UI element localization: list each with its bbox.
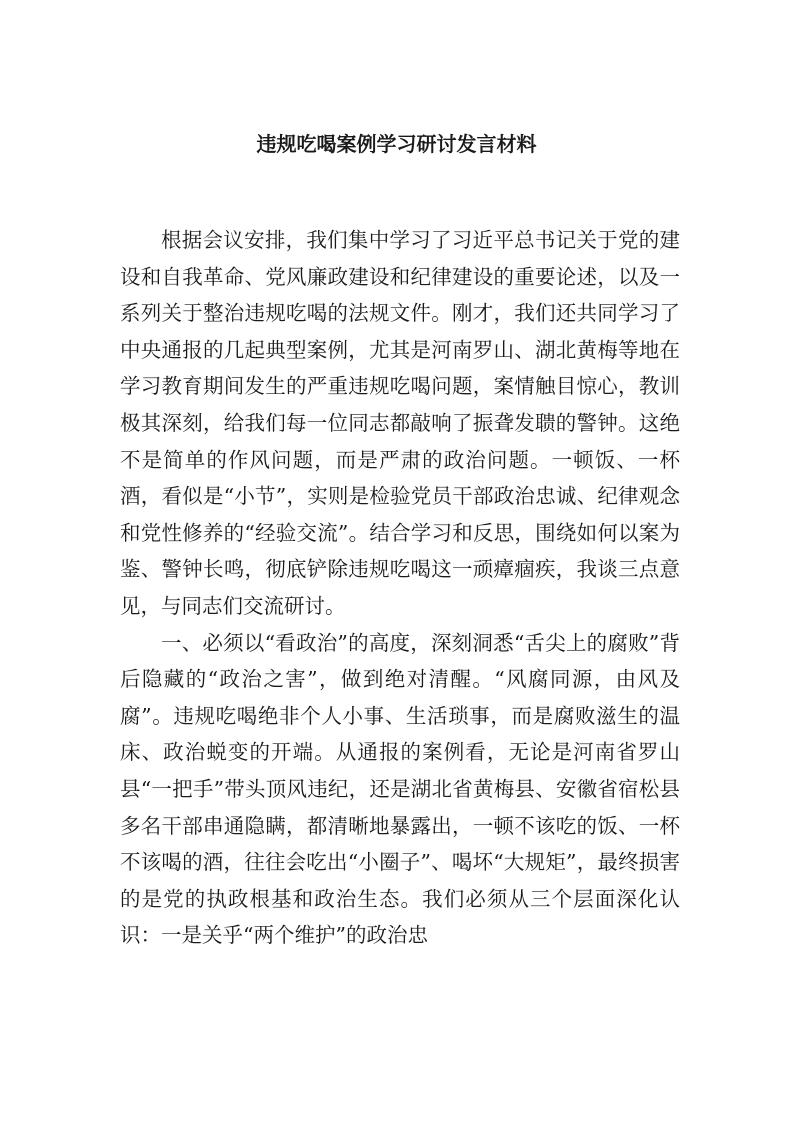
document-title: 违规吃喝案例学习研讨发言材料 [256,132,537,156]
paragraph-point-one: 一、必须以“看政治”的高度，深刻洞悉“舌尖上的腐败”背后隐藏的“政治之害”，做到绝对清醒。“风腐同源，由风及腐”。违规吃喝绝非个人小事、生活琐事，而是腐败滋生的温床、政治蜕变的开端。从通报的案例看，无论是河南省罗山县“一把手”带头顶风违纪，还是湖北省黄梅县、安徽省宿松县多名干部串通隐瞒，都清晰地暴露出，一顿不该吃的饭、一杯不该喝的酒，往往会吃出“小圈子”、喝坏“大规矩”，最终损害的是党的执政根基和政治生态。我们必须从三个层面深化认识：一是关乎“两个维护”的政治忠 [120,630,680,948]
paragraph-intro: 根据会议安排，我们集中学习了习近平总书记关于党的建设和自我革命、党风廉政建设和纪律建设的重要论述，以及一系列关于整治违规吃喝的法规文件。刚才，我们还共同学习了中央通报的几起典型案例，尤其是河南罗山、湖北黄梅等地在学习教育期间发生的严重违规吃喝问题，案情触目惊心，教训极其深刻，给我们每一位同志都敲响了振聋发聩的警钟。这绝不是简单的作风问题，而是严肃的政治问题。一顿饭、一杯酒，看似是“小节”，实则是检验党员干部政治忠诚、纪律观念和党性修养的“经验交流”。结合学习和反思，围绕如何以案为鉴、警钟长鸣，彻底铲除违规吃喝这一顽瘴痼疾，我谈三点意见，与同志们交流研讨。 [120,228,680,618]
document-body [120,222,680,954]
